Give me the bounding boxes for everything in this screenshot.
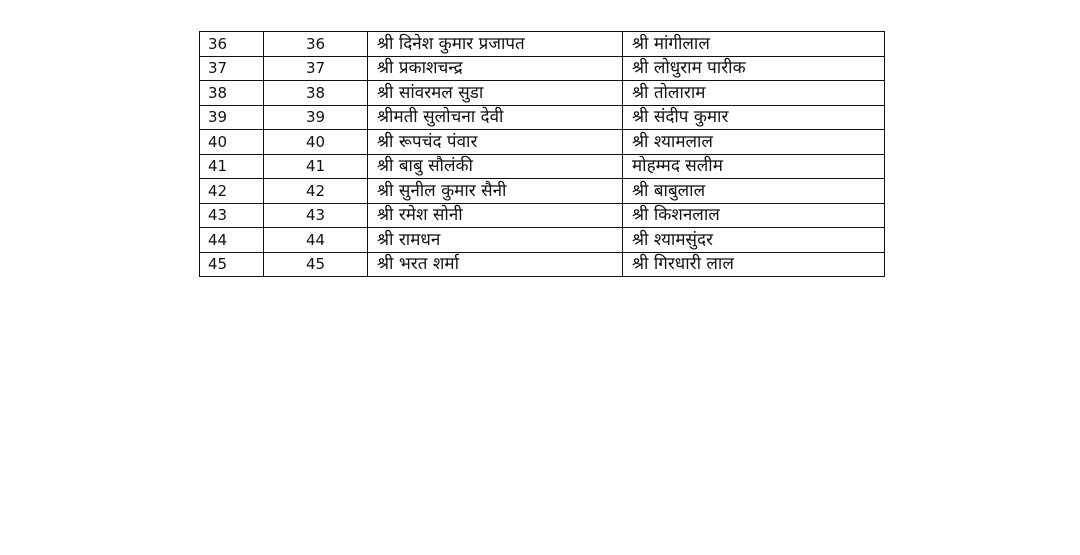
relative-name-cell: श्री श्यामलाल	[623, 130, 885, 155]
table-row	[200, 203, 885, 228]
record-number-cell: 37	[264, 56, 368, 81]
person-name-cell: श्रीमती सुलोचना देवी	[368, 105, 623, 130]
relative-name-cell: श्री तोलाराम	[623, 81, 885, 106]
serial-number-cell: 38	[200, 81, 264, 106]
serial-number-cell: 39	[200, 105, 264, 130]
table-row	[200, 56, 885, 81]
record-number-cell: 41	[264, 154, 368, 179]
record-number-cell: 42	[264, 179, 368, 204]
record-number-cell: 43	[264, 203, 368, 228]
table-row	[200, 252, 885, 277]
record-number-cell: 36	[264, 32, 368, 57]
relative-name-cell: श्री लोधुराम पारीक	[623, 56, 885, 81]
relative-name-cell: श्री गिरधारी लाल	[623, 252, 885, 277]
person-name-cell: श्री भरत शर्मा	[368, 252, 623, 277]
person-name-cell: श्री सुनील कुमार सैनी	[368, 179, 623, 204]
records-table-body	[200, 32, 885, 277]
table-row	[200, 154, 885, 179]
relative-name-cell: मोहम्मद सलीम	[623, 154, 885, 179]
serial-number-cell: 44	[200, 228, 264, 253]
table-row	[200, 228, 885, 253]
relative-name-cell: श्री मांगीलाल	[623, 32, 885, 57]
serial-number-cell: 36	[200, 32, 264, 57]
record-number-cell: 39	[264, 105, 368, 130]
serial-number-cell: 40	[200, 130, 264, 155]
relative-name-cell: श्री किशनलाल	[623, 203, 885, 228]
relative-name-cell: श्री श्यामसुंदर	[623, 228, 885, 253]
person-name-cell: श्री दिनेश कुमार प्रजापत	[368, 32, 623, 57]
serial-number-cell: 42	[200, 179, 264, 204]
record-number-cell: 38	[264, 81, 368, 106]
serial-number-cell: 43	[200, 203, 264, 228]
table-row	[200, 105, 885, 130]
records-table	[199, 31, 885, 277]
record-number-cell: 40	[264, 130, 368, 155]
table-row	[200, 179, 885, 204]
person-name-cell: श्री प्रकाशचन्द्र	[368, 56, 623, 81]
record-number-cell: 44	[264, 228, 368, 253]
table-row	[200, 81, 885, 106]
relative-name-cell: श्री बाबुलाल	[623, 179, 885, 204]
serial-number-cell: 45	[200, 252, 264, 277]
relative-name-cell: श्री संदीप कुमार	[623, 105, 885, 130]
serial-number-cell: 37	[200, 56, 264, 81]
serial-number-cell: 41	[200, 154, 264, 179]
person-name-cell: श्री रूपचंद पंवार	[368, 130, 623, 155]
table-row	[200, 130, 885, 155]
record-number-cell: 45	[264, 252, 368, 277]
table-row	[200, 32, 885, 57]
person-name-cell: श्री रमेश सोनी	[368, 203, 623, 228]
person-name-cell: श्री सांवरमल सुडा	[368, 81, 623, 106]
person-name-cell: श्री बाबु सौलंकी	[368, 154, 623, 179]
person-name-cell: श्री रामधन	[368, 228, 623, 253]
